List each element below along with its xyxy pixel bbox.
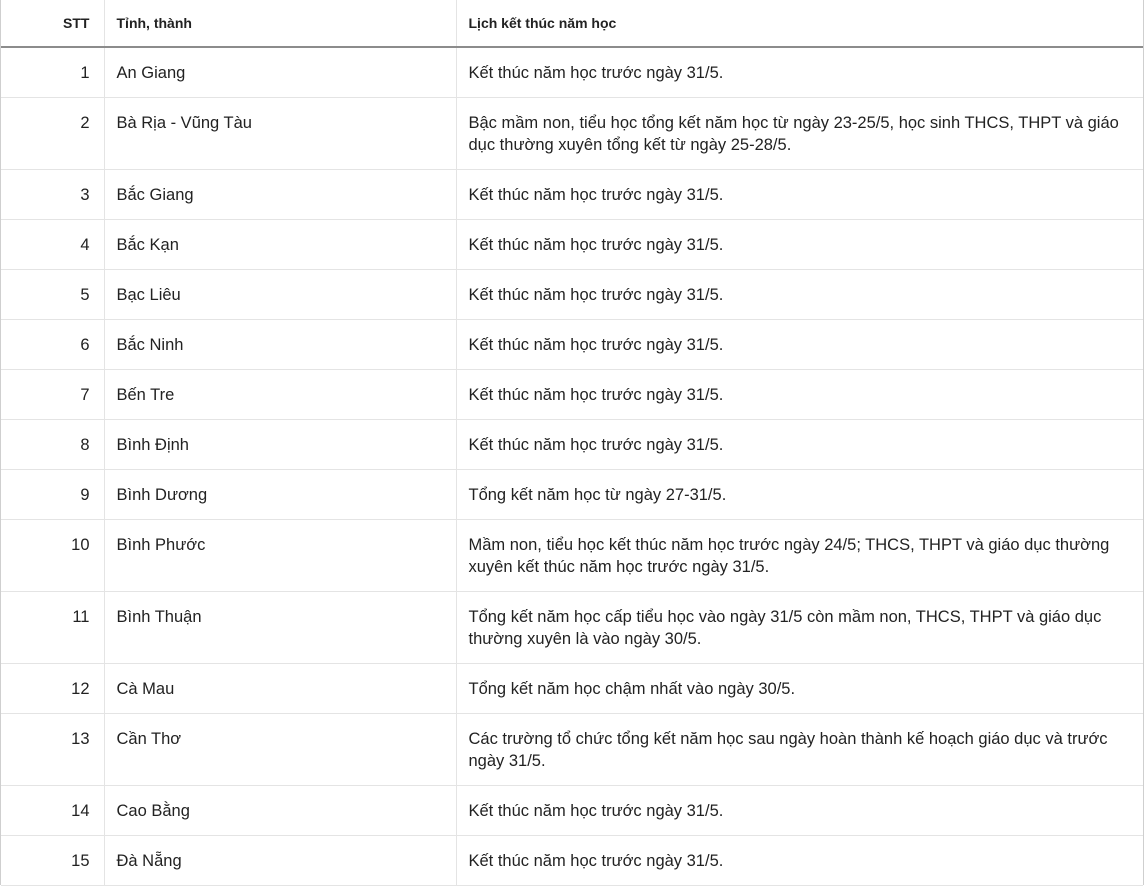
row-stt: 9 [1, 470, 104, 520]
row-schedule: Kết thúc năm học trước ngày 31/5. [456, 320, 1143, 370]
row-schedule: Kết thúc năm học trước ngày 31/5. [456, 270, 1143, 320]
header-schedule: Lịch kết thúc năm học [456, 0, 1143, 47]
table-row [1, 270, 1143, 320]
table-row [1, 420, 1143, 470]
table-row [1, 320, 1143, 370]
row-schedule: Kết thúc năm học trước ngày 31/5. [456, 370, 1143, 420]
row-schedule: Kết thúc năm học trước ngày 31/5. [456, 47, 1143, 98]
row-province: Bình Thuận [104, 592, 456, 664]
table-row [1, 220, 1143, 270]
table-row [1, 370, 1143, 420]
row-schedule: Bậc mầm non, tiểu học tổng kết năm học từ ngày 23-25/5, học sinh THCS, THPT và giáo dục thường xuyên tổng kết từ ngày 25-28/5. [456, 98, 1143, 170]
row-province: Bình Định [104, 420, 456, 470]
row-stt: 15 [1, 836, 104, 886]
row-province: Cần Thơ [104, 714, 456, 786]
row-stt: 10 [1, 520, 104, 592]
next-row-cutoff [1, 878, 1143, 885]
column-divider [104, 878, 105, 885]
table-body [1, 47, 1143, 886]
row-province: Cao Bằng [104, 786, 456, 836]
table-row [1, 786, 1143, 836]
row-schedule: Kết thúc năm học trước ngày 31/5. [456, 420, 1143, 470]
row-stt: 3 [1, 170, 104, 220]
row-province: Bình Phước [104, 520, 456, 592]
row-province: Bắc Giang [104, 170, 456, 220]
table-header [1, 0, 1143, 47]
row-stt: 6 [1, 320, 104, 370]
table-row [1, 98, 1143, 170]
row-stt: 7 [1, 370, 104, 420]
row-province: Bình Dương [104, 470, 456, 520]
header-row [1, 0, 1143, 47]
row-province: An Giang [104, 47, 456, 98]
row-province: Bạc Liêu [104, 270, 456, 320]
table-row [1, 714, 1143, 786]
row-province: Bà Rịa - Vũng Tàu [104, 98, 456, 170]
row-schedule: Kết thúc năm học trước ngày 31/5. [456, 170, 1143, 220]
row-schedule: Tổng kết năm học chậm nhất vào ngày 30/5. [456, 664, 1143, 714]
column-divider [456, 878, 457, 885]
header-province: Tỉnh, thành [104, 0, 456, 47]
row-stt: 2 [1, 98, 104, 170]
row-stt: 13 [1, 714, 104, 786]
row-schedule: Kết thúc năm học trước ngày 31/5. [456, 220, 1143, 270]
table-row [1, 520, 1143, 592]
row-stt: 12 [1, 664, 104, 714]
row-province: Bắc Ninh [104, 320, 456, 370]
school-year-end-table [1, 0, 1143, 886]
row-schedule: Kết thúc năm học trước ngày 31/5. [456, 786, 1143, 836]
row-stt: 1 [1, 47, 104, 98]
row-stt: 4 [1, 220, 104, 270]
row-province: Bắc Kạn [104, 220, 456, 270]
row-stt: 14 [1, 786, 104, 836]
header-stt: STT [1, 0, 104, 47]
row-province: Cà Mau [104, 664, 456, 714]
row-schedule: Tổng kết năm học từ ngày 27-31/5. [456, 470, 1143, 520]
row-stt: 5 [1, 270, 104, 320]
row-schedule: Kết thúc năm học trước ngày 31/5. [456, 836, 1143, 886]
table-row [1, 170, 1143, 220]
row-schedule: Tổng kết năm học cấp tiểu học vào ngày 31/5 còn mầm non, THCS, THPT và giáo dục thường xuyên là vào ngày 30/5. [456, 592, 1143, 664]
row-schedule: Mầm non, tiểu học kết thúc năm học trước ngày 24/5; THCS, THPT và giáo dục thường xuyên kết thúc năm học trước ngày 31/5. [456, 520, 1143, 592]
table-row [1, 47, 1143, 98]
row-stt: 11 [1, 592, 104, 664]
row-province: Bến Tre [104, 370, 456, 420]
table-row [1, 592, 1143, 664]
row-stt: 8 [1, 420, 104, 470]
table-row [1, 664, 1143, 714]
table-row [1, 470, 1143, 520]
row-schedule: Các trường tổ chức tổng kết năm học sau ngày hoàn thành kế hoạch giáo dục và trước ngày 31/5. [456, 714, 1143, 786]
row-province: Đà Nẵng [104, 836, 456, 886]
